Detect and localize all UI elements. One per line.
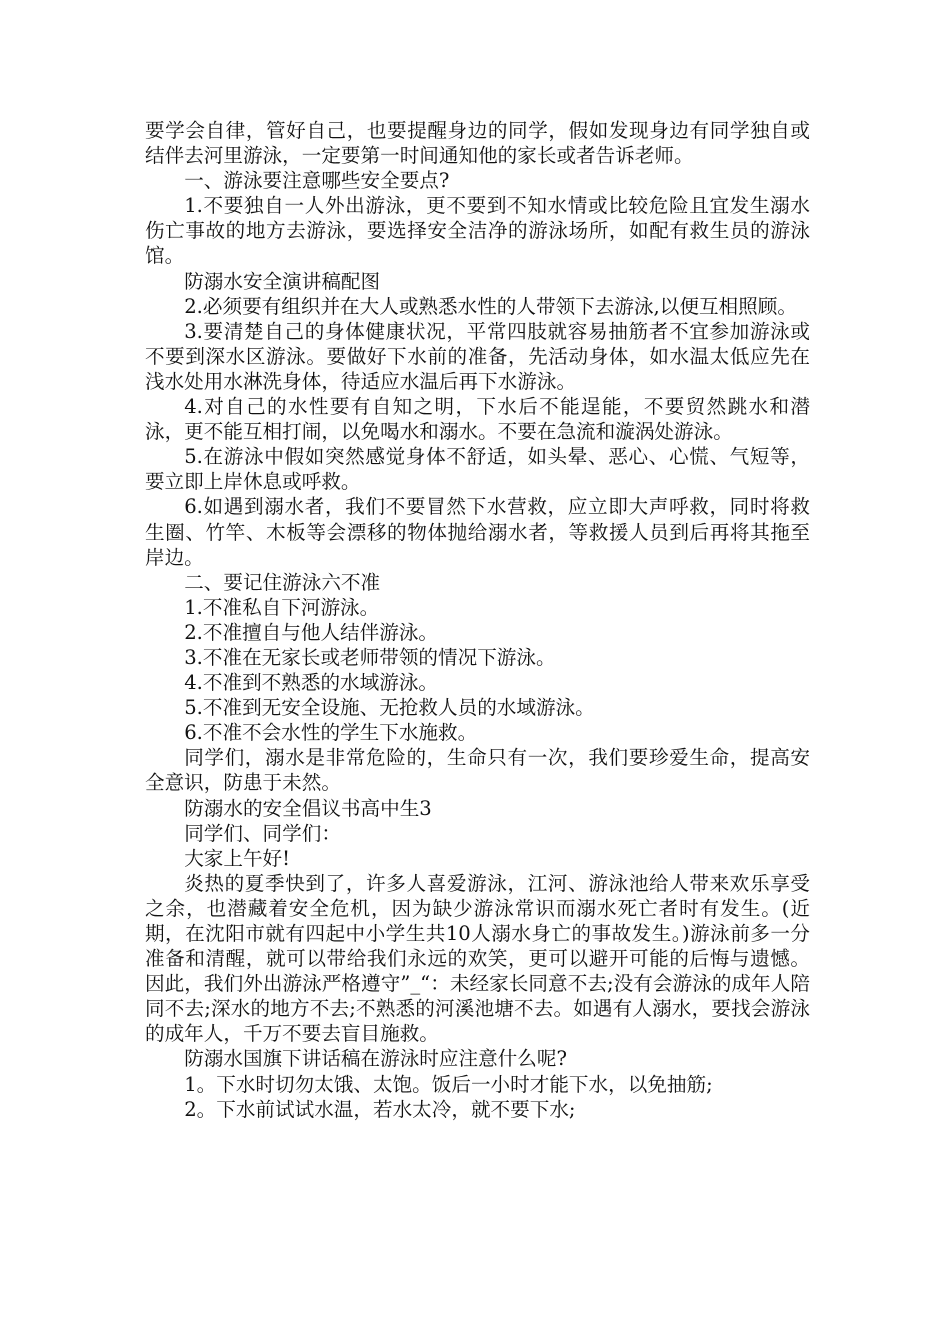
heading-six-rules: 二、要记住游泳六不准 [184, 570, 381, 594]
paragraph-body: 炎热的夏季快到了，许多人喜爱游泳，江河、游泳池给人带来欢乐享受之余，也潜藏着安全危机，因为缺少游泳常识而溺水死亡者时有发生。(近期，在沈阳市就有四起中小学生共10人溺水身亡的事故发生。)游泳前多一分准备和清醒，就可以带给我们永远的欢笑，更可以避开可能的后悔与遗憾。因此，我们外出游泳严格遵守”_“：未经家长同意不去;没有会游泳的成年人陪同不去;深水的地方不去;不熟悉的河溪池塘不去。如遇有人溺水，要找会游泳的成年人，千万不要去盲目施救。 [145, 871, 810, 1046]
document-page [145, 118, 810, 1122]
list-item: 2。下水前试试水温，若水太冷，就不要下水; [184, 1097, 576, 1121]
section-title: 防溺水的安全倡议书高中生3 [184, 796, 432, 820]
paragraph-intro: 要学会自律，管好自己，也要提醒身边的同学，假如发现身边有同学独自或结伴去河里游泳，一定要第一时间通知他的家长或者告诉老师。 [145, 119, 810, 168]
list-item: 1.不准私自下河游泳。 [184, 595, 380, 619]
list-item: 6.如遇到溺水者，我们不要冒然下水营救，应立即大声呼救，同时将救生圈、竹竿、木板等会漂移的物体抛给溺水者，等救援人员到后再将其拖至岸边。 [145, 495, 810, 569]
heading-safety-points: 一、游泳要注意哪些安全要点? [184, 169, 450, 193]
list-item: 3.要清楚自己的身体健康状况，平常四肢就容易抽筋者不宜参加游泳或不要到深水区游泳。要做好下水前的准备，先活动身体，如水温太低应先在浅水处用水淋洗身体，待适应水温后再下水游泳。 [145, 319, 810, 393]
list-item: 3.不准在无家长或老师带领的情况下游泳。 [184, 645, 556, 669]
list-item: 2.必须要有组织并在大人或熟悉水性的人带领下去游泳,以便互相照顾。 [184, 294, 797, 318]
image-caption: 防溺水安全演讲稿配图 [184, 269, 381, 293]
paragraph-closing: 同学们，溺水是非常危险的，生命只有一次，我们要珍爱生命，提高安全意识，防患于未然。 [145, 746, 810, 795]
section-title: 防溺水国旗下讲话稿在游泳时应注意什么呢? [184, 1047, 567, 1071]
list-item: 1。下水时切勿太饿、太饱。饭后一小时才能下水，以免抽筋; [184, 1072, 713, 1096]
greeting: 同学们、同学们： [184, 821, 341, 845]
list-item: 4.对自己的水性要有自知之明，下水后不能逞能，不要贸然跳水和潜泳，更不能互相打闹，以免喝水和溺水。不要在急流和漩涡处游泳。 [145, 395, 810, 444]
greeting: 大家上午好! [184, 846, 291, 870]
list-item: 4.不准到不熟悉的水域游泳。 [184, 671, 439, 695]
list-item: 5.在游泳中假如突然感觉身体不舒适，如头晕、恶心、心慌、气短等，要立即上岸休息或呼救。 [145, 445, 810, 494]
list-item: 5.不准到无安全设施、无抢救人员的水域游泳。 [184, 696, 595, 720]
list-item: 2.不准擅自与他人结伴游泳。 [184, 620, 439, 644]
list-item: 6.不准不会水性的学生下水施救。 [184, 721, 478, 745]
list-item: 1.不要独自一人外出游泳，更不要到不知水情或比较危险且宜发生溺水伤亡事故的地方去游泳，要选择安全洁净的游泳场所，如配有救生员的游泳馆。 [145, 194, 810, 268]
